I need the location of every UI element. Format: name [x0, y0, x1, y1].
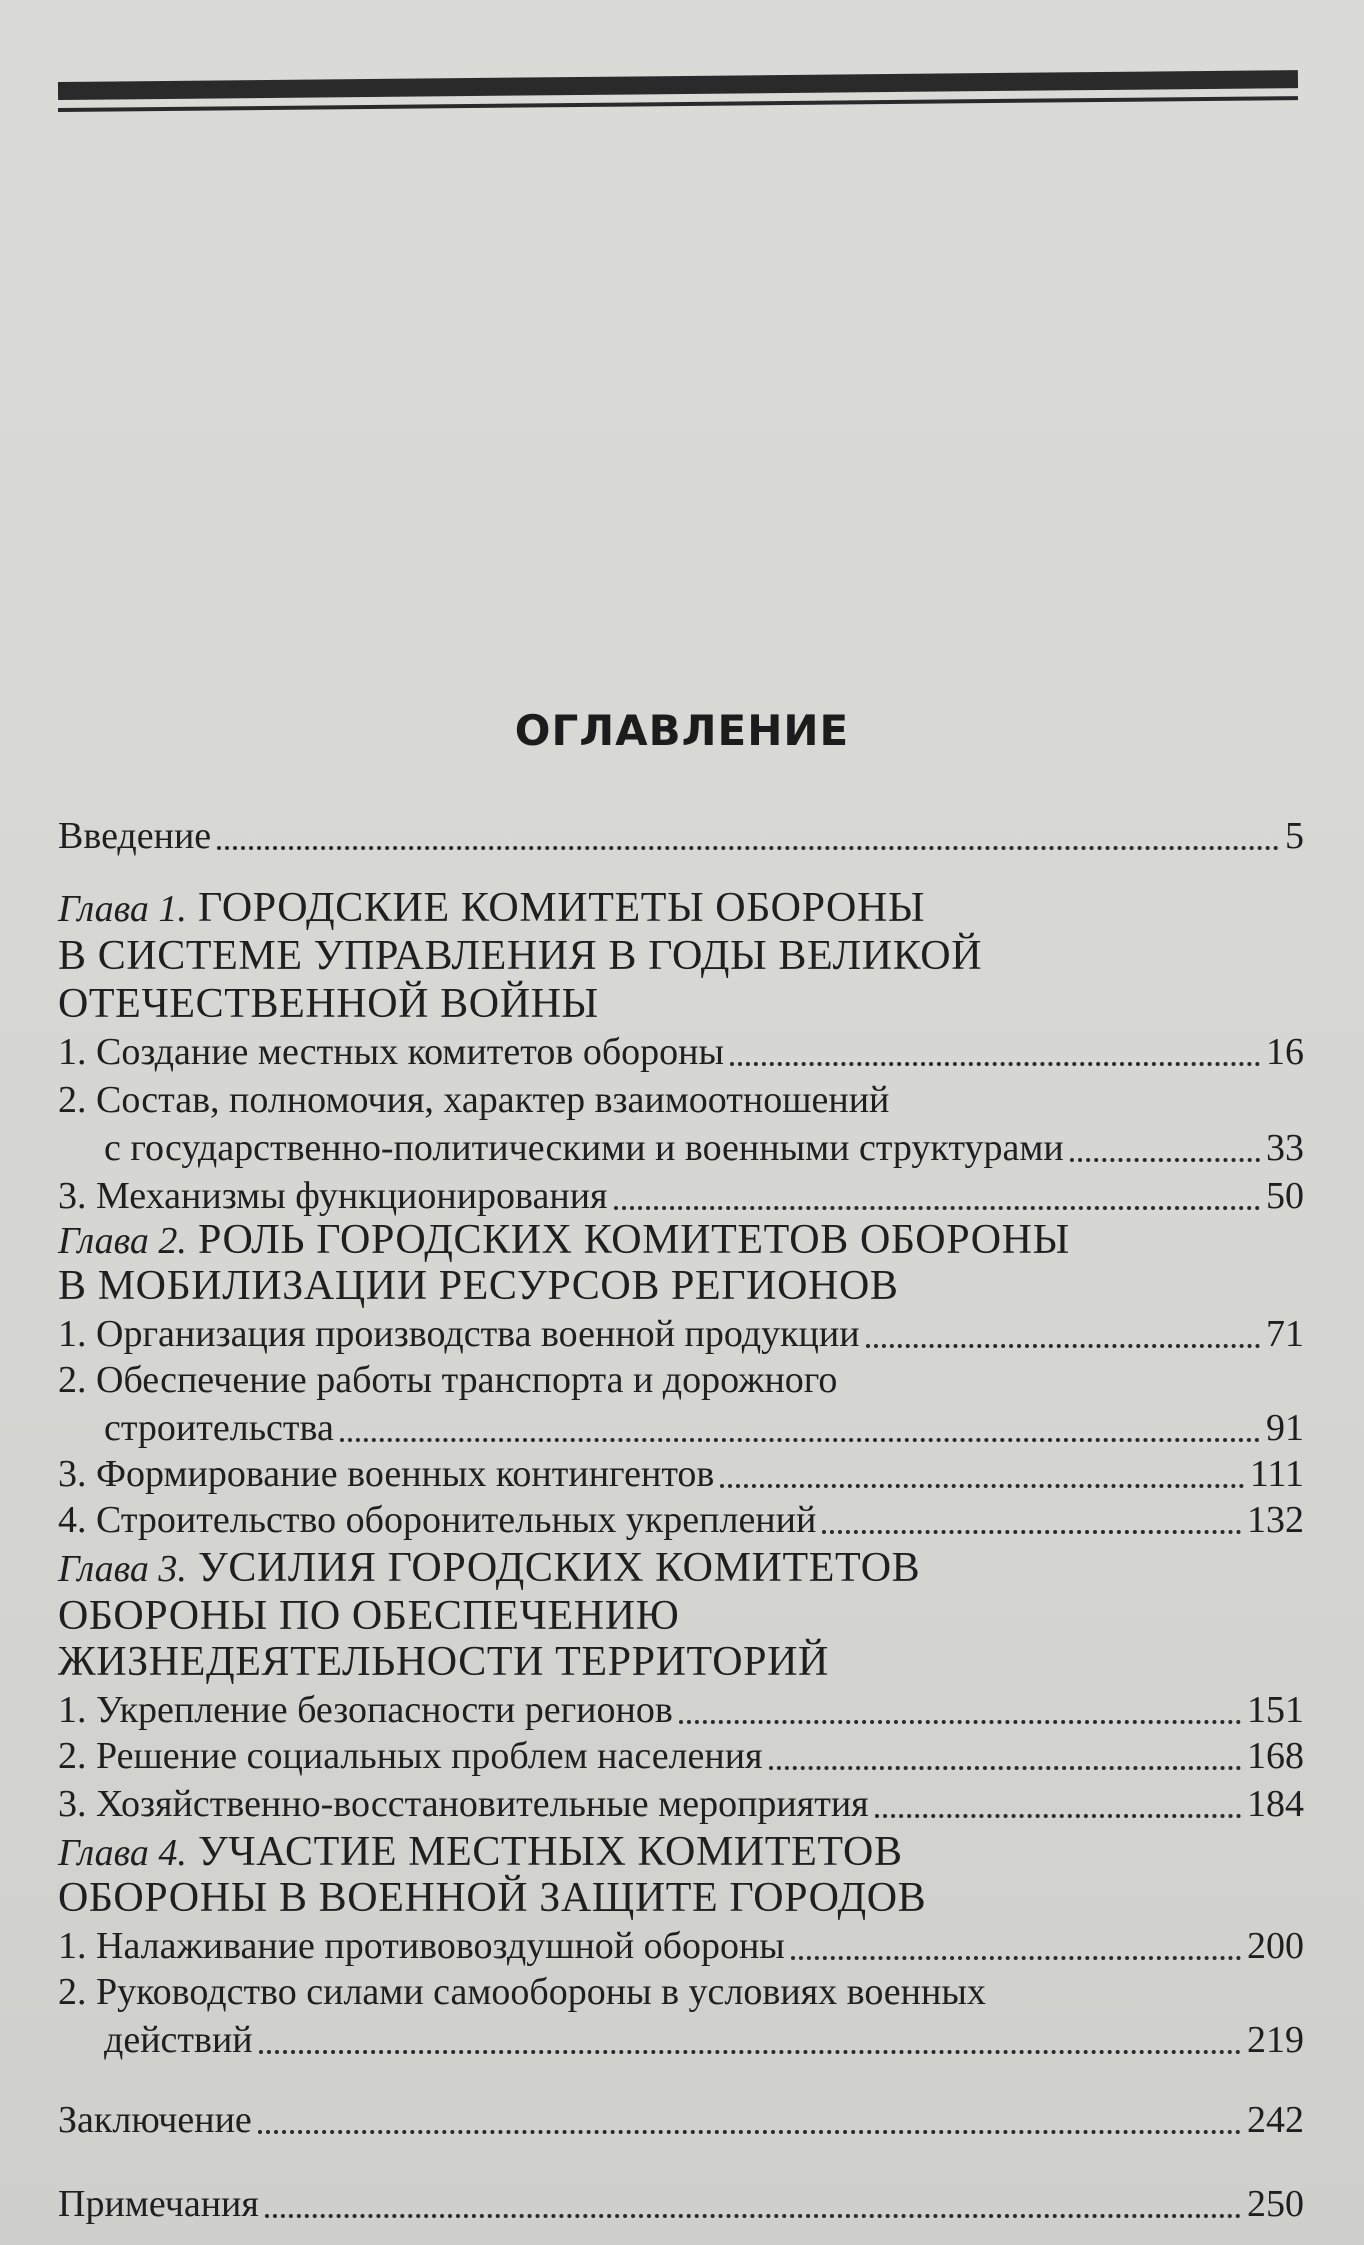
- toc-page-number: 50: [1266, 1175, 1304, 1217]
- toc-page-number: 111: [1249, 1453, 1304, 1495]
- chapter-prefix: Глава 3.: [58, 1548, 187, 1590]
- dot-leader: [720, 1484, 1243, 1488]
- chapter-4-title-line2: ОБОРОНЫ В ВОЕННОЙ ЗАЩИТЕ ГОРОДОВ: [58, 1875, 927, 1921]
- toc-page-number: 219: [1247, 2019, 1304, 2061]
- toc-entry-label: 1. Укрепление безопасности регионов: [58, 1689, 673, 1731]
- toc-entry-1-1[interactable]: [58, 1028, 1304, 1076]
- toc-page-number: 16: [1266, 1031, 1304, 1073]
- chapter-1-title[interactable]: [58, 884, 1304, 933]
- dot-leader: [679, 1720, 1241, 1724]
- toc-page-number: 151: [1247, 1689, 1304, 1731]
- toc-entry-4-2-line1[interactable]: 2. Руководство силами самообороны в условиях военных: [58, 1971, 986, 2013]
- chapter-2-title-line2: В МОБИЛИЗАЦИИ РЕСУРСОВ РЕГИОНОВ: [58, 1263, 899, 1309]
- chapter-3-title-line3: ЖИЗНЕДЕЯТЕЛЬНОСТИ ТЕРРИТОРИЙ: [58, 1639, 829, 1685]
- chapter-title-text: УСИЛИЯ ГОРОДСКИХ КОМИТЕТОВ: [197, 1545, 921, 1591]
- chapter-prefix: Глава 2.: [58, 1220, 187, 1262]
- header-rule: [58, 72, 1298, 132]
- chapter-title-text: ГОРОДСКИЕ КОМИТЕТЫ ОБОРОНЫ: [197, 885, 926, 931]
- toc-page-number: 242: [1247, 2099, 1304, 2141]
- dot-leader: [875, 1814, 1241, 1818]
- chapter-prefix: Глава 1.: [58, 888, 187, 930]
- toc-entry-2-1[interactable]: [58, 1310, 1304, 1358]
- header-rule-thick: [58, 70, 1298, 100]
- chapter-3-title[interactable]: [58, 1544, 1304, 1593]
- dot-leader: [769, 1766, 1241, 1770]
- toc-entry-label: 3. Формирование военных контингентов: [58, 1453, 715, 1495]
- toc-page-number: 250: [1247, 2183, 1304, 2225]
- chapter-1-title-line3: ОТЕЧЕСТВЕННОЙ ВОЙНЫ: [58, 981, 599, 1027]
- header-rule-thin: [58, 96, 1298, 112]
- dot-leader: [259, 2050, 1241, 2054]
- dot-leader: [258, 2130, 1241, 2134]
- toc-entry-intro[interactable]: [58, 812, 1304, 860]
- toc-entry-label: 2. Решение социальных проблем населения: [58, 1735, 763, 1777]
- dot-leader: [265, 2214, 1241, 2218]
- toc-entry-label: с государственно-политическими и военными структурами: [104, 1127, 1064, 1169]
- toc-heading: ОГЛАВЛЕНИЕ: [514, 706, 850, 755]
- chapter-4-title[interactable]: [58, 1828, 1304, 1877]
- dot-leader: [217, 846, 1279, 850]
- toc-entry-4-2[interactable]: [104, 2016, 1304, 2064]
- chapter-2-title[interactable]: [58, 1216, 1304, 1265]
- chapter-prefix: Глава 4.: [58, 1832, 187, 1874]
- toc-entry-2-4[interactable]: [58, 1496, 1304, 1544]
- toc-page-number: 33: [1266, 1127, 1304, 1169]
- toc-entry-3-2[interactable]: [58, 1732, 1304, 1780]
- dot-leader: [730, 1062, 1260, 1066]
- toc-page-number: 184: [1247, 1783, 1304, 1825]
- dot-leader: [614, 1206, 1260, 1210]
- toc-entry-label: действий: [104, 2019, 253, 2061]
- chapter-title-text: РОЛЬ ГОРОДСКИХ КОМИТЕТОВ ОБОРОНЫ: [197, 1217, 1070, 1263]
- toc-page-number: 91: [1266, 1407, 1304, 1449]
- chapter-3-title-line2: ОБОРОНЫ ПО ОБЕСПЕЧЕНИЮ: [58, 1593, 680, 1639]
- dot-leader: [866, 1344, 1260, 1348]
- toc-entry-1-3[interactable]: [58, 1172, 1304, 1220]
- toc-page-number: 71: [1266, 1313, 1304, 1355]
- toc-entry-label: 3. Хозяйственно-восстановительные мероприятия: [58, 1783, 869, 1825]
- chapter-title-text: УЧАСТИЕ МЕСТНЫХ КОМИТЕТОВ: [197, 1829, 903, 1875]
- toc-entry-notes[interactable]: [58, 2180, 1304, 2228]
- toc-entry-label: Введение: [58, 815, 212, 857]
- toc-entry-label: Заключение: [58, 2099, 252, 2141]
- toc-entry-1-2[interactable]: [104, 1124, 1304, 1172]
- toc-entry-label: 1. Создание местных комитетов обороны: [58, 1031, 725, 1073]
- dot-leader: [1070, 1158, 1260, 1162]
- toc-page-number: 168: [1247, 1735, 1304, 1777]
- dot-leader: [791, 1956, 1241, 1960]
- toc-entry-label: строительства: [104, 1407, 334, 1449]
- dot-leader: [340, 1438, 1260, 1442]
- toc-entry-label: 4. Строительство оборонительных укреплений: [58, 1499, 817, 1541]
- toc-entry-3-3[interactable]: [58, 1780, 1304, 1828]
- toc-page-number: 5: [1285, 815, 1304, 857]
- toc-entry-conclusion[interactable]: [58, 2096, 1304, 2144]
- toc-entry-2-2[interactable]: [104, 1404, 1304, 1452]
- toc-page-number: 132: [1247, 1499, 1304, 1541]
- toc-page-number: 200: [1247, 1925, 1304, 1967]
- toc-entry-2-3[interactable]: [58, 1450, 1304, 1498]
- toc-entry-label: 1. Организация производства военной продукции: [58, 1313, 860, 1355]
- toc-entry-label: 1. Налаживание противовоздушной обороны: [58, 1925, 785, 1967]
- toc-entry-3-1[interactable]: [58, 1686, 1304, 1734]
- toc-entry-label: Примечания: [58, 2183, 259, 2225]
- toc-entry-1-2-line1[interactable]: 2. Состав, полномочия, характер взаимоотношений: [58, 1079, 890, 1121]
- chapter-1-title-line2: В СИСТЕМЕ УПРАВЛЕНИЯ В ГОДЫ ВЕЛИКОЙ: [58, 933, 983, 979]
- toc-entry-2-2-line1[interactable]: 2. Обеспечение работы транспорта и дорожного: [58, 1359, 838, 1401]
- toc-entry-4-1[interactable]: [58, 1922, 1304, 1970]
- toc-entry-label: 3. Механизмы функционирования: [58, 1175, 608, 1217]
- dot-leader: [822, 1530, 1241, 1534]
